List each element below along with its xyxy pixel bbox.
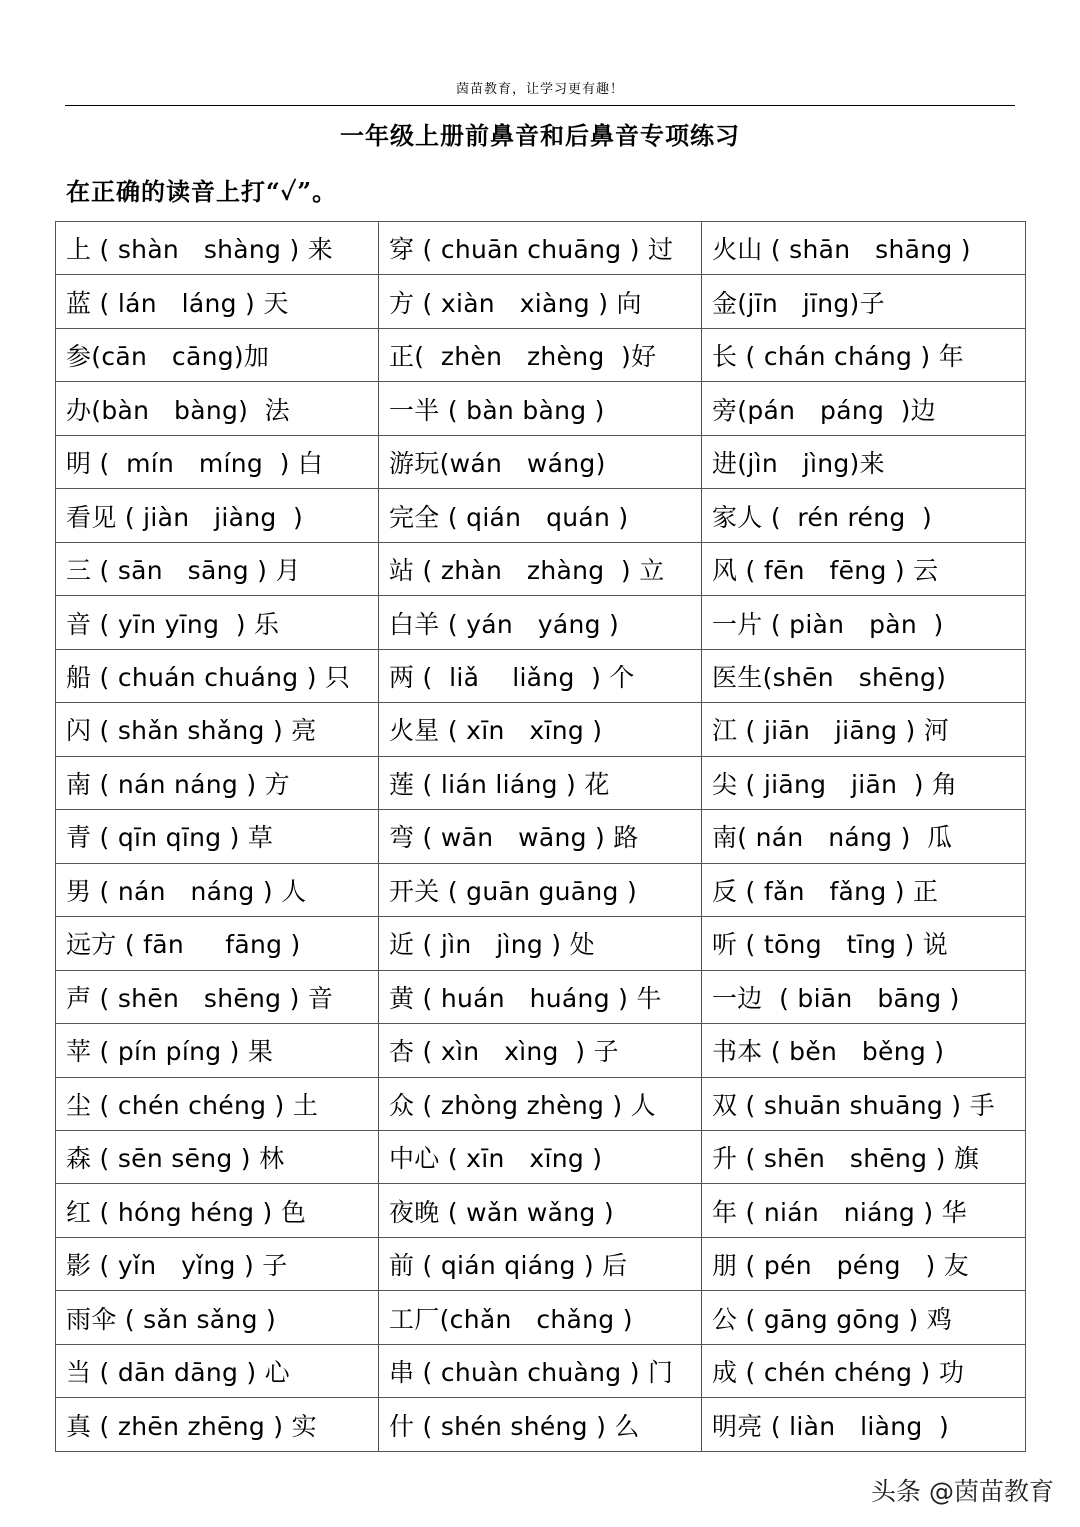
exercise-cell[interactable]: 当 ( dān dāng ) 心 [56,1344,379,1397]
exercise-cell[interactable]: 白羊 ( yán yáng ) [379,596,702,649]
exercise-cell[interactable]: 雨伞 ( sǎn sǎng ) [56,1291,379,1344]
pinyin-exercise-table [55,221,1026,1452]
table-row [56,917,1026,970]
exercise-cell[interactable]: 莲 ( lián liáng ) 花 [379,756,702,809]
table-row [56,328,1026,381]
table-row [56,222,1026,275]
exercise-cell[interactable]: 一边 ( biān bāng ) [702,970,1026,1023]
exercise-cell[interactable]: 弯 ( wān wāng ) 路 [379,810,702,863]
exercise-cell[interactable]: 反 ( fǎn fǎng ) 正 [702,863,1026,916]
table-row [56,863,1026,916]
table-row [56,489,1026,542]
exercise-cell[interactable]: 真 ( zhēn zhēng ) 实 [56,1398,379,1452]
exercise-cell[interactable]: 声 ( shēn shēng ) 音 [56,970,379,1023]
exercise-cell[interactable]: 正( zhèn zhèng )好 [379,328,702,381]
exercise-cell[interactable]: 蓝 ( lán láng ) 天 [56,275,379,328]
exercise-cell[interactable]: 医生(shēn shēng) [702,649,1026,702]
exercise-cell[interactable]: 串 ( chuàn chuàng ) 门 [379,1344,702,1397]
table-row [56,810,1026,863]
exercise-cell[interactable]: 南 ( nán náng ) 方 [56,756,379,809]
table-row [56,703,1026,756]
table-row [56,1398,1026,1452]
page-title: 一年级上册前鼻音和后鼻音专项练习 [340,121,740,150]
header-slogan: 茵苗教育，让学习更有趣！ [455,82,624,97]
table-row [56,756,1026,809]
table-row [56,382,1026,435]
exercise-cell[interactable]: 明亮 ( liàn liàng ) [702,1398,1026,1452]
table-row [56,1237,1026,1290]
table-row [56,1024,1026,1077]
exercise-cell[interactable]: 男 ( nán náng ) 人 [56,863,379,916]
exercise-cell[interactable]: 游玩(wán wáng) [379,435,702,488]
exercise-cell[interactable]: 完全 ( qián quán ) [379,489,702,542]
table-row [56,1291,1026,1344]
exercise-cell[interactable]: 中心 ( xīn xīng ) [379,1130,702,1183]
exercise-cell[interactable]: 看见 ( jiàn jiàng ) [56,489,379,542]
exercise-cell[interactable]: 站 ( zhàn zhàng ) 立 [379,542,702,595]
exercise-cell[interactable]: 船 ( chuán chuáng ) 只 [56,649,379,702]
exercise-cell[interactable]: 开关 ( guān guāng ) [379,863,702,916]
exercise-cell[interactable]: 工厂(chǎn chǎng ) [379,1291,702,1344]
exercise-cell[interactable]: 影 ( yǐn yǐng ) 子 [56,1237,379,1290]
exercise-cell[interactable]: 众 ( zhòng zhèng ) 人 [379,1077,702,1130]
header-divider [65,105,1015,106]
table-row [56,275,1026,328]
exercise-cell[interactable]: 风 ( fēn fēng ) 云 [702,542,1026,595]
exercise-cell[interactable]: 朋 ( pén péng ) 友 [702,1237,1026,1290]
watermark: 头条 @茵苗教育 [871,1477,1054,1506]
table-row [56,1184,1026,1237]
exercise-cell[interactable]: 火山 ( shān shāng ) [702,222,1026,275]
exercise-cell[interactable]: 方 ( xiàn xiàng ) 向 [379,275,702,328]
exercise-cell[interactable]: 青 ( qīn qīng ) 草 [56,810,379,863]
instruction-text: 在正确的读音上打“✓”。 [66,177,338,206]
table-row [56,1077,1026,1130]
exercise-cell[interactable]: 杏 ( xìn xìng ) 子 [379,1024,702,1077]
exercise-cell[interactable]: 双 ( shuān shuāng ) 手 [702,1077,1026,1130]
table-row [56,596,1026,649]
table-row [56,1344,1026,1397]
exercise-cell[interactable]: 音 ( yīn yīng ) 乐 [56,596,379,649]
exercise-cell[interactable]: 三 ( sān sāng ) 月 [56,542,379,595]
exercise-cell[interactable]: 公 ( gāng gōng ) 鸡 [702,1291,1026,1344]
table-row [56,649,1026,702]
exercise-cell[interactable]: 森 ( sēn sēng ) 林 [56,1130,379,1183]
exercise-cell[interactable]: 上 ( shàn shàng ) 来 [56,222,379,275]
exercise-cell[interactable]: 年 ( nián niáng ) 华 [702,1184,1026,1237]
exercise-cell[interactable]: 家人 ( rén réng ) [702,489,1026,542]
table-row [56,435,1026,488]
exercise-cell[interactable]: 苹 ( pín píng ) 果 [56,1024,379,1077]
exercise-cell[interactable]: 金(jīn jīng)子 [702,275,1026,328]
table-row [56,542,1026,595]
table-row [56,970,1026,1023]
exercise-cell[interactable]: 远方 ( fān fāng ) [56,917,379,970]
exercise-cell[interactable]: 穿 ( chuān chuāng ) 过 [379,222,702,275]
exercise-cell[interactable]: 进(jìn jìng)来 [702,435,1026,488]
exercise-cell[interactable]: 长 ( chán cháng ) 年 [702,328,1026,381]
exercise-cell[interactable]: 成 ( chén chéng ) 功 [702,1344,1026,1397]
exercise-cell[interactable]: 升 ( shēn shēng ) 旗 [702,1130,1026,1183]
exercise-cell[interactable]: 什 ( shén shéng ) 么 [379,1398,702,1452]
exercise-cell[interactable]: 红 ( hóng héng ) 色 [56,1184,379,1237]
exercise-cell[interactable]: 夜晚 ( wǎn wǎng ) [379,1184,702,1237]
exercise-cell[interactable]: 江 ( jiān jiāng ) 河 [702,703,1026,756]
exercise-cell[interactable]: 尘 ( chén chéng ) 土 [56,1077,379,1130]
exercise-cell[interactable]: 参(cān cāng)加 [56,328,379,381]
exercise-cell[interactable]: 听 ( tōng tīng ) 说 [702,917,1026,970]
exercise-cell[interactable]: 前 ( qián qiáng ) 后 [379,1237,702,1290]
exercise-cell[interactable]: 火星 ( xīn xīng ) [379,703,702,756]
exercise-cell[interactable]: 尖 ( jiāng jiān ) 角 [702,756,1026,809]
exercise-cell[interactable]: 两 ( liǎ liǎng ) 个 [379,649,702,702]
exercise-cell[interactable]: 黄 ( huán huáng ) 牛 [379,970,702,1023]
exercise-cell[interactable]: 旁(pán páng )边 [702,382,1026,435]
exercise-cell[interactable]: 近 ( jìn jìng ) 处 [379,917,702,970]
exercise-cell[interactable]: 一半 ( bàn bàng ) [379,382,702,435]
exercise-cell[interactable]: 闪 ( shǎn shǎng ) 亮 [56,703,379,756]
table-row [56,1130,1026,1183]
exercise-cell[interactable]: 明 ( mín míng ) 白 [56,435,379,488]
exercise-cell[interactable]: 书本 ( běn běng ) [702,1024,1026,1077]
exercise-cell[interactable]: 南( nán náng ) 瓜 [702,810,1026,863]
exercise-cell[interactable]: 办(bàn bàng) 法 [56,382,379,435]
exercise-cell[interactable]: 一片 ( piàn pàn ) [702,596,1026,649]
